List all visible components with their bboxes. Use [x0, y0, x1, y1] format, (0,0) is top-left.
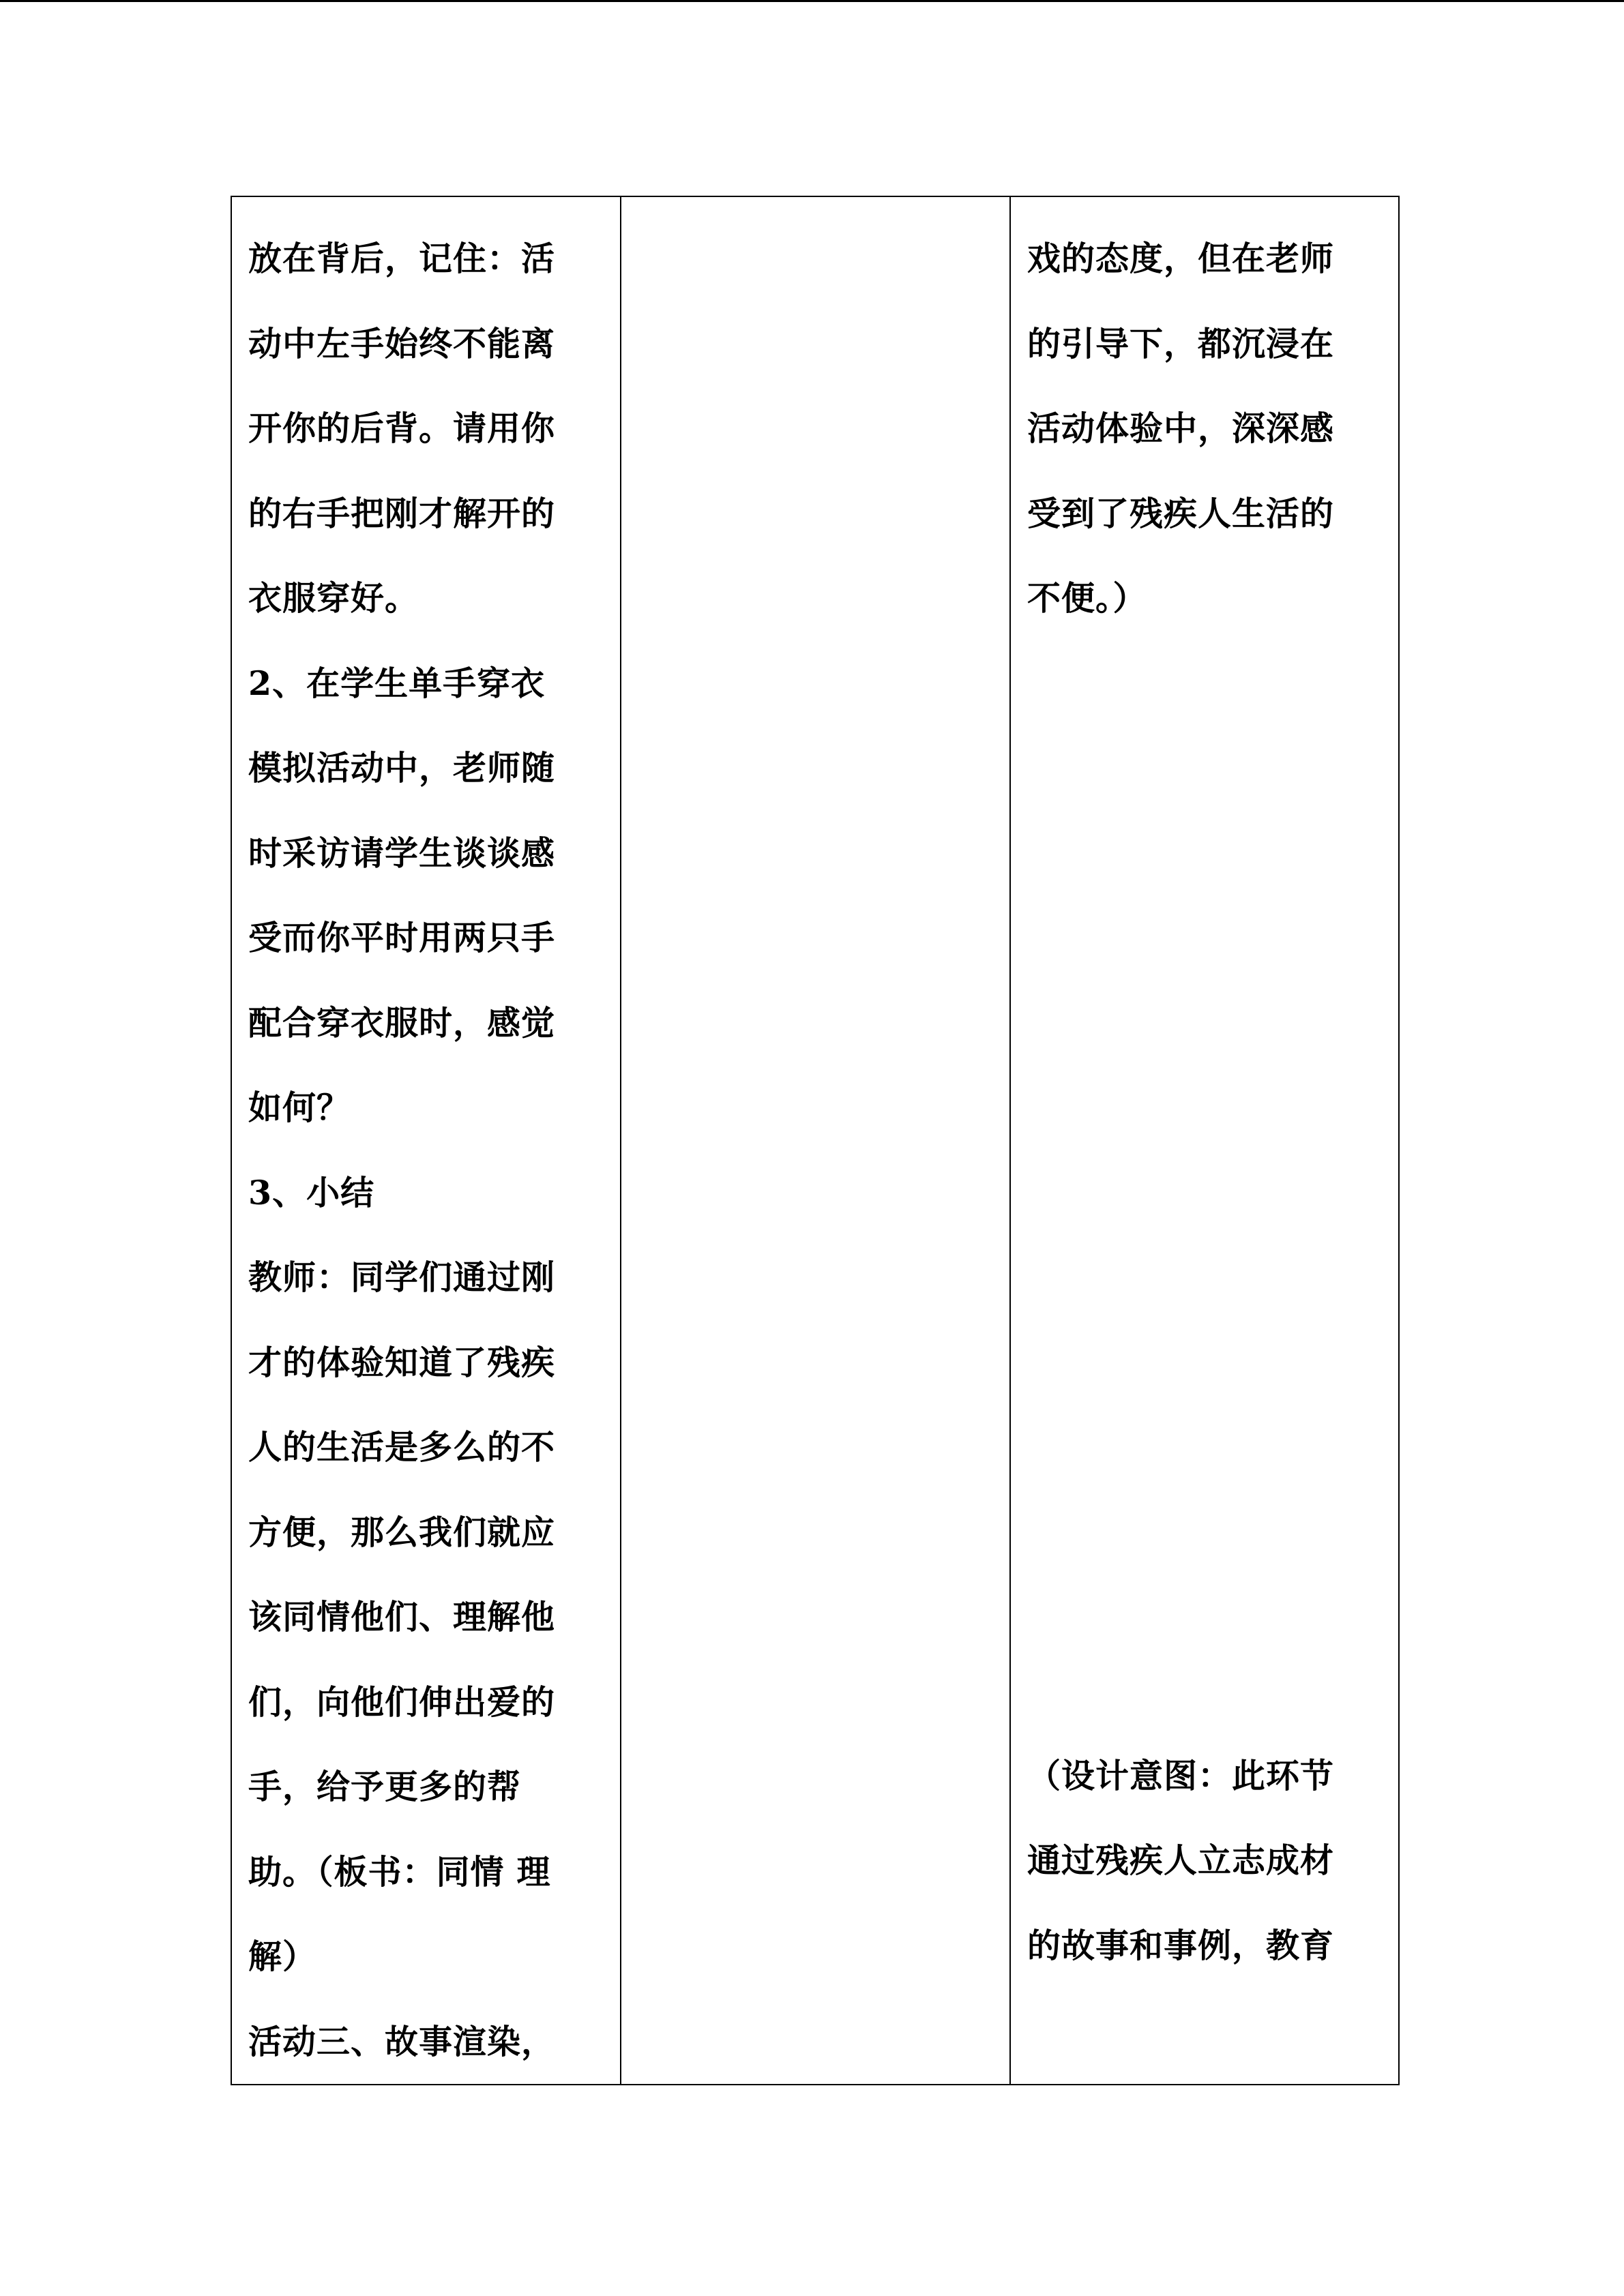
text-line: 模拟活动中，老师随: [248, 748, 556, 788]
text-line: 3、小结: [248, 1172, 375, 1212]
teaching-process-text: [232, 197, 620, 2084]
text-line: 受到了残疾人生活的: [1027, 493, 1335, 533]
text-line: 戏的态度，但在老师: [1027, 239, 1335, 278]
text-line: 时采访请学生谈谈感: [248, 833, 556, 873]
text-line: 衣服穿好。: [248, 578, 419, 618]
design-intent-text: [1011, 197, 1398, 1988]
text-line: 人的生活是多么的不: [248, 1427, 556, 1467]
text-line: 如何？: [248, 1088, 351, 1127]
text-line: 配合穿衣服时，感觉: [248, 1002, 556, 1043]
text-line: 的右手把刚才解开的: [248, 493, 556, 533]
teaching-process-cell: [231, 196, 621, 2085]
text-line: 解）: [248, 1937, 317, 1976]
student-activity-text: [621, 197, 1009, 216]
text-line: （设计意图：此环节: [1027, 1755, 1335, 1795]
text-line: 活动体验中，深深感: [1027, 408, 1335, 448]
text-line: 受而你平时用两只手: [248, 918, 556, 957]
top-border-line: [0, 0, 1624, 2]
text-line: 不便。）: [1027, 578, 1147, 618]
text-line: 助。（板书：同情 理: [248, 1851, 551, 1892]
text-line: 教师：同学们通过刚: [248, 1257, 556, 1297]
text-line: 才的体验知道了残疾: [248, 1342, 556, 1382]
text-line: 的故事和事例，教育: [1027, 1925, 1335, 1965]
text-line: 动中左手始终不能离: [248, 323, 556, 363]
text-line: 的引导下，都沉浸在: [1027, 323, 1335, 363]
text-line: 该同情他们、理解他: [248, 1597, 556, 1637]
design-intent-top-paragraph: [1027, 216, 1383, 641]
text-line: 放在背后，记住：活: [248, 239, 556, 278]
text-line: 手，给予更多的帮: [248, 1767, 522, 1806]
design-intent-cell: [1010, 196, 1399, 2085]
design-intent-gap: [1027, 641, 1383, 1733]
text-line: 2、在学生单手穿衣: [248, 663, 546, 703]
text-line: 方便，那么我们就应: [248, 1512, 556, 1552]
text-line: 开你的后背。请用你: [248, 408, 556, 448]
text-line: 们，向他们伸出爱的: [248, 1682, 556, 1722]
lesson-plan-table: [231, 196, 1400, 2085]
student-activity-cell: [621, 196, 1010, 2085]
table-row: [231, 196, 1399, 2085]
design-intent-bottom-paragraph: [1027, 1733, 1383, 1988]
text-line: 活动三、故事渲染，: [248, 2021, 556, 2061]
text-line: 通过残疾人立志成材: [1027, 1840, 1335, 1880]
